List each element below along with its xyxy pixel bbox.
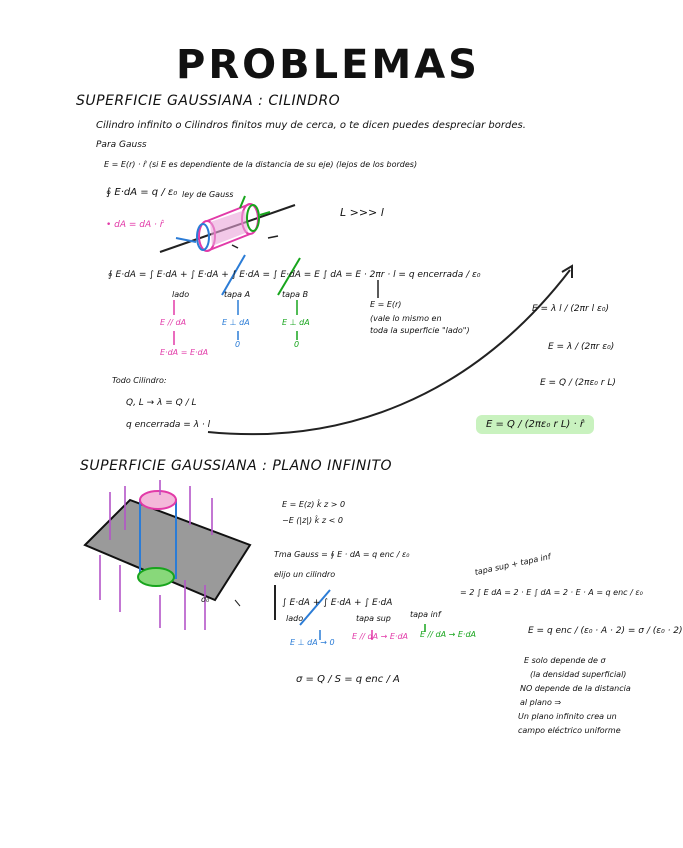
conclusion-4: al plano ⇒ [520, 698, 562, 707]
tapa-note: tapa sup + tapa inf [473, 552, 552, 577]
plane-integral: ∫ E·dA + ∫ E·dA + ∫ E·dA [282, 598, 393, 608]
length-note: L >>> l [340, 206, 384, 219]
todo-cilindro-2: q encerrada = λ · l [126, 420, 211, 430]
mid-note-3: toda la superficie "lado") [370, 326, 470, 335]
plane-field-eq: E = q enc / (ε₀ · A · 2) = σ / (ε₀ · 2) [528, 626, 683, 636]
cylinder-result: E = Q / (2πε₀ r L) · r̂ [476, 415, 594, 434]
plane-sub-sup: tapa sup [356, 614, 391, 623]
right-eq-1: E = λ l / (2πr l ε₀) [532, 304, 609, 314]
section-heading-cylinder: SUPERFICIE GAUSSIANA : CILINDRO [76, 93, 341, 109]
plane-perp-note: E ⊥ dA → 0 [290, 638, 335, 647]
zero-b: 0 [294, 340, 300, 349]
mid-note-2: (vale lo mismo en [370, 314, 442, 323]
conclusion-5: Un plano infinito crea un [518, 712, 617, 721]
conclusion-1: E solo depende de σ [524, 656, 606, 665]
todo-cilindro-1: Q, L → λ = Q / L [126, 398, 197, 408]
sigma-eq: σ = Q / S = q enc / A [296, 674, 400, 685]
mid-note-1: E = E(r) [370, 300, 402, 309]
conclusion-2: (la densidad superficial) [530, 670, 627, 679]
zero-a: 0 [235, 340, 241, 349]
parallel-note: E // dA [160, 318, 187, 327]
plane-case-negative: −E (|z|) k̂ z < 0 [282, 516, 343, 525]
area-element-note: • dA = dA · r̂ [106, 220, 164, 230]
todo-cilindro-title: Todo Cilindro: [112, 376, 167, 385]
perp-note-b: E ⊥ dA [282, 318, 310, 327]
sub-tapa-a: tapa A [224, 290, 251, 299]
perp-note-a: E ⊥ dA [222, 318, 250, 327]
sub-tapa-b: tapa B [282, 290, 309, 299]
conclusion-6: campo eléctrico uniforme [518, 726, 621, 735]
sub-lado: lado [172, 290, 190, 299]
plane-result-eq: = 2 ∫ E dA = 2 · E ∫ dA = 2 · E · A = q enc / ε₀ [460, 588, 643, 597]
gauss-law-note: ley de Gauss [182, 190, 234, 199]
plane-parallel-inf: E // dA → E·dA [420, 630, 477, 639]
cylinder-sketch [160, 196, 295, 252]
sigma-label: σ₀ [201, 595, 210, 604]
field-definition: E = E(r) · r̂ (si E es dependiente de la distancia de su eje) (lejos de los bordes) [104, 160, 418, 169]
cylinder-intro: Cilindro infinito o Cilindros finitos muy de cerca, o te dicen puedes despreciar bordes. [96, 120, 526, 131]
plane-sketch [85, 480, 250, 630]
conclusion-3: NO depende de la distancia [520, 684, 631, 693]
plane-case-positive: E = E(z) k̂ z > 0 [282, 500, 346, 509]
elijo-cilindro: elijo un cilindro [274, 570, 336, 579]
right-eq-3: E = Q / (2πε₀ r L) [540, 378, 616, 388]
dot-product-note: E·dA = E·dA [160, 348, 209, 357]
right-eq-2: E = λ / (2πr ε₀) [548, 342, 615, 352]
gauss-law: ∮ E·dA = q / ε₀ [106, 187, 178, 198]
para-gauss: Para Gauss [96, 140, 147, 150]
cylinder-integral: ∮ E·dA = ∫ E·dA + ∫ E·dA + ∫ E·dA = ∫ E·dA = E ∫ dA = E · 2πr · l = q encerrada / ε₀ [108, 270, 481, 280]
plane-sub-lado: lado [286, 614, 304, 623]
section-heading-plane: SUPERFICIE GAUSSIANA : PLANO INFINITO [80, 458, 393, 474]
page-title: PROBLEMAS [176, 42, 480, 88]
plane-gauss: Tma Gauss = ∮ E · dA = q enc / ε₀ [274, 550, 410, 559]
plane-sub-inf: tapa inf [410, 610, 441, 619]
plane-parallel-sup: E // dA → E·dA [352, 632, 409, 641]
